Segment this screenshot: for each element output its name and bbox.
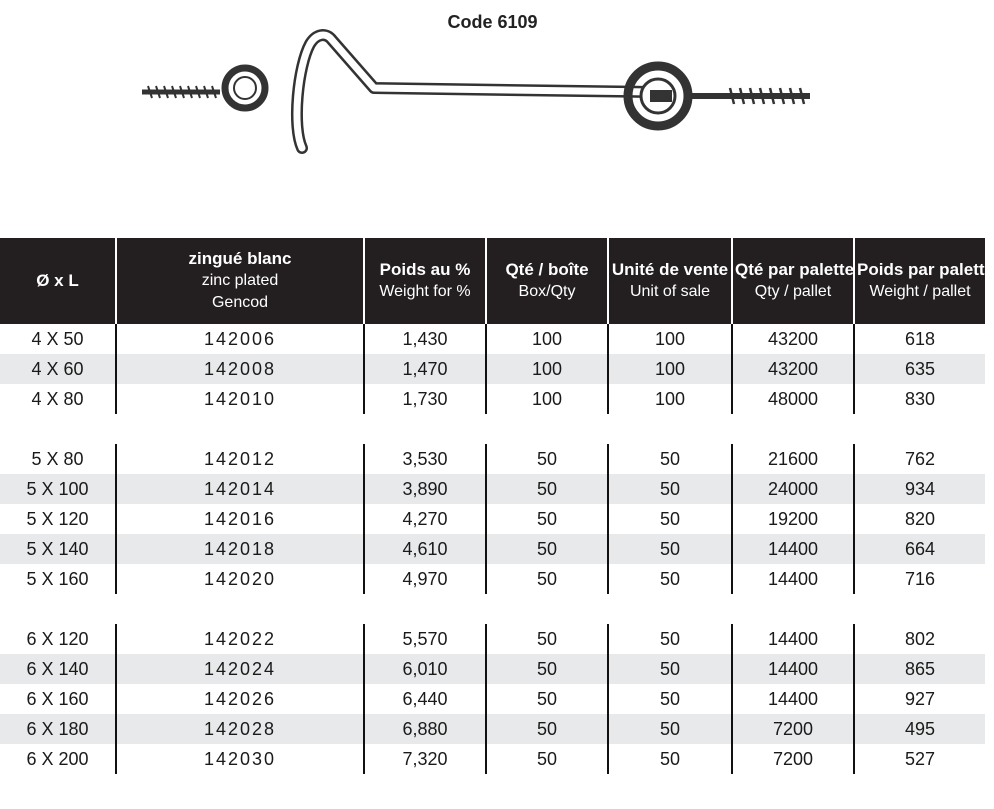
- size-cell: 6 X 140: [0, 654, 116, 684]
- weight-cell: 1,430: [364, 324, 486, 354]
- gencod-cell: 142020: [116, 564, 364, 594]
- box-qty-cell: 50: [486, 714, 608, 744]
- gencod-cell: 142016: [116, 504, 364, 534]
- table-row: [0, 354, 985, 384]
- box-qty-cell: 50: [486, 564, 608, 594]
- weight-cell: 1,730: [364, 384, 486, 414]
- left-screw-eye: [142, 68, 265, 108]
- gate-hook-illustration: [130, 26, 830, 156]
- gencod-cell: 142030: [116, 744, 364, 774]
- gencod-cell: 142022: [116, 624, 364, 654]
- table-row: [0, 654, 985, 684]
- header-label: zingué blanc: [188, 249, 292, 268]
- table-body: [0, 324, 985, 774]
- unit-of-sale-cell: 50: [608, 444, 732, 474]
- weight-cell: 7,320: [364, 744, 486, 774]
- gencod-cell: 142028: [116, 714, 364, 744]
- header-label: Qté par palette: [735, 260, 855, 279]
- size-cell: 6 X 120: [0, 624, 116, 654]
- pallet-weight-cell: 830: [904, 388, 936, 409]
- pallet-qty-cell: 7200: [732, 714, 854, 744]
- box-qty-cell: 50: [486, 624, 608, 654]
- table-header-row: [0, 238, 985, 324]
- size-cell: 5 X 100: [0, 474, 116, 504]
- header-sublabel: zinc plated: [201, 272, 279, 289]
- pallet-weight-cell: 618: [904, 328, 936, 349]
- pallet-qty-cell: 48000: [732, 384, 854, 414]
- size-cell: 5 X 140: [0, 534, 116, 564]
- table-row: [0, 684, 985, 714]
- weight-cell: 6,010: [364, 654, 486, 684]
- box-qty-cell: 50: [486, 684, 608, 714]
- gencod-cell: 142010: [116, 384, 364, 414]
- gencod-cell: 142014: [116, 474, 364, 504]
- product-code-title: Code 6109: [447, 12, 538, 32]
- pallet-weight-cell: 762: [904, 448, 936, 469]
- header-label: Poids au %: [379, 260, 471, 279]
- box-qty-cell: 50: [486, 534, 608, 564]
- pallet-qty-cell: 7200: [732, 744, 854, 774]
- size-cell: 5 X 160: [0, 564, 116, 594]
- pallet-qty-cell: 14400: [732, 654, 854, 684]
- weight-cell: 4,610: [364, 534, 486, 564]
- weight-cell: 6,880: [364, 714, 486, 744]
- pallet-qty-cell: 43200: [732, 324, 854, 354]
- header-unit-of-sale: [608, 238, 732, 324]
- header-diameter-length: [0, 238, 116, 324]
- size-cell: 4 X 60: [0, 354, 116, 384]
- unit-of-sale-cell: 50: [608, 504, 732, 534]
- gencod-cell: 142024: [116, 654, 364, 684]
- pallet-weight-cell: 934: [854, 474, 985, 504]
- table-row: [0, 444, 985, 474]
- group-spacer: [0, 414, 985, 444]
- pallet-weight-cell: 865: [854, 654, 985, 684]
- pallet-qty-cell: 24000: [732, 474, 854, 504]
- table-row: [0, 624, 985, 654]
- weight-cell: 3,890: [364, 474, 486, 504]
- header-label: Poids par palette: [857, 260, 994, 279]
- unit-of-sale-cell: 100: [608, 324, 732, 354]
- table-row: [0, 744, 985, 774]
- pallet-qty-cell: 43200: [732, 354, 854, 384]
- box-qty-cell: 50: [486, 474, 608, 504]
- specification-table: [0, 238, 994, 774]
- box-qty-cell: 50: [486, 504, 608, 534]
- header-weight-pallet: [854, 238, 994, 324]
- pallet-qty-cell: 14400: [732, 564, 854, 594]
- weight-cell: 4,970: [364, 564, 486, 594]
- table-row: [0, 504, 985, 534]
- box-qty-cell: 50: [486, 444, 608, 474]
- header-qty-pallet: [732, 238, 854, 324]
- size-cell: 4 X 50: [0, 324, 116, 354]
- gencod-cell: 142012: [116, 444, 364, 474]
- box-qty-cell: 50: [486, 654, 608, 684]
- unit-of-sale-cell: 50: [608, 714, 732, 744]
- pallet-weight-cell: 495: [854, 714, 985, 744]
- table-row: [0, 564, 985, 594]
- box-qty-cell: 100: [486, 384, 608, 414]
- header-zinc-plated-gencod: [116, 238, 364, 324]
- unit-of-sale-cell: 100: [608, 354, 732, 384]
- unit-of-sale-cell: 50: [608, 624, 732, 654]
- table-row: [0, 474, 985, 504]
- table-row: [0, 384, 985, 414]
- size-cell: 4 X 80: [0, 384, 116, 414]
- gencod-cell: 142018: [116, 534, 364, 564]
- unit-of-sale-cell: 50: [608, 564, 732, 594]
- size-cell: 5 X 120: [0, 504, 116, 534]
- table-row: [0, 534, 985, 564]
- right-screw-eye: [628, 66, 810, 126]
- pallet-weight-cell: 664: [854, 534, 985, 564]
- weight-cell: 1,470: [364, 354, 486, 384]
- pallet-qty-cell: 21600: [732, 444, 854, 474]
- header-sublabel: Box/Qty: [518, 283, 576, 300]
- gencod-cell: 142008: [116, 354, 364, 384]
- header-sublabel: Weight / pallet: [869, 283, 971, 300]
- weight-cell: 4,270: [364, 504, 486, 534]
- pallet-qty-cell: 19200: [732, 504, 854, 534]
- header-box-qty: [486, 238, 608, 324]
- box-qty-cell: 100: [486, 324, 608, 354]
- pallet-weight-cell: 927: [904, 688, 936, 709]
- box-qty-cell: 50: [486, 744, 608, 774]
- pallet-weight-cell: 527: [904, 748, 936, 769]
- size-cell: 6 X 200: [0, 744, 116, 774]
- pallet-weight-cell: 802: [904, 628, 936, 649]
- spacer-cell: [0, 594, 985, 624]
- weight-cell: 5,570: [364, 624, 486, 654]
- box-qty-cell: 100: [486, 354, 608, 384]
- weight-cell: 3,530: [364, 444, 486, 474]
- pallet-weight-cell: 716: [904, 568, 936, 589]
- weight-cell: 6,440: [364, 684, 486, 714]
- pallet-weight-cell: 820: [904, 508, 936, 529]
- pallet-weight-cell: 635: [854, 354, 985, 384]
- unit-of-sale-cell: 100: [608, 384, 732, 414]
- pallet-qty-cell: 14400: [732, 534, 854, 564]
- header-sublabel: Gencod: [211, 294, 269, 311]
- unit-of-sale-cell: 50: [608, 534, 732, 564]
- header-sublabel: Weight for %: [379, 283, 471, 300]
- spacer-cell: [0, 414, 985, 444]
- hook-body: [297, 35, 650, 148]
- pallet-qty-cell: 14400: [732, 684, 854, 714]
- unit-of-sale-cell: 50: [608, 744, 732, 774]
- size-cell: 6 X 160: [0, 684, 116, 714]
- size-cell: 5 X 80: [0, 444, 116, 474]
- unit-of-sale-cell: 50: [608, 474, 732, 504]
- gencod-cell: 142026: [116, 684, 364, 714]
- pallet-qty-cell: 14400: [732, 624, 854, 654]
- header-sublabel: Qty / pallet: [754, 283, 832, 300]
- table-row: [0, 714, 985, 744]
- header-weight: [364, 238, 486, 324]
- header-label: Unité de vente: [611, 260, 729, 279]
- gencod-cell: 142006: [116, 324, 364, 354]
- size-cell: 6 X 180: [0, 714, 116, 744]
- table-row: [0, 324, 985, 354]
- header-label: Ø x L: [36, 271, 79, 290]
- unit-of-sale-cell: 50: [608, 654, 732, 684]
- header-sublabel: Unit of sale: [629, 283, 711, 300]
- unit-of-sale-cell: 50: [608, 684, 732, 714]
- group-spacer: [0, 594, 985, 624]
- header-label: Qté / boîte: [505, 260, 589, 279]
